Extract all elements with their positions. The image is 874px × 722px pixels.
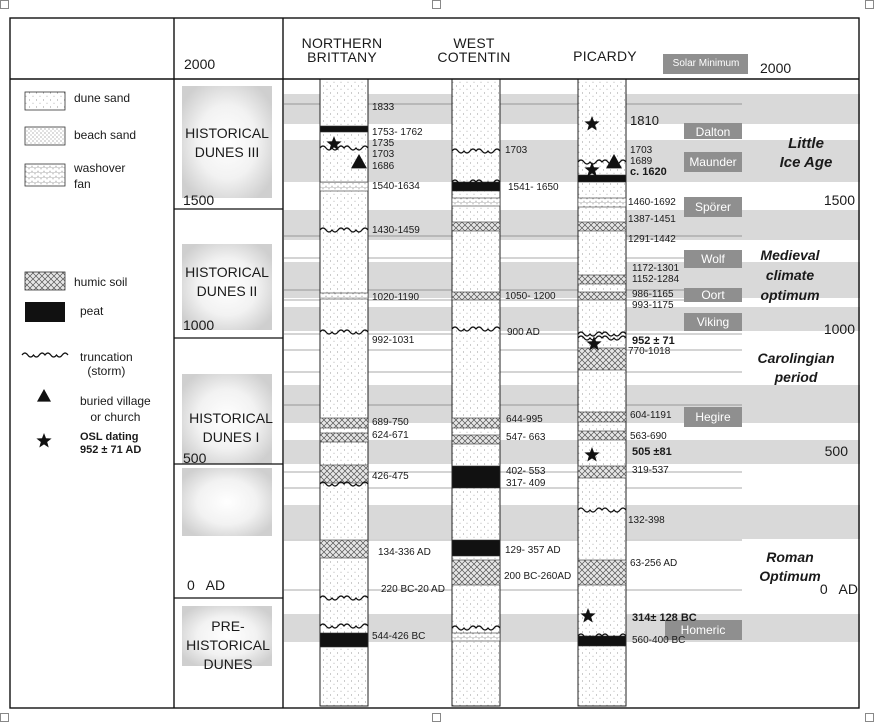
solar-minimum-header: Solar Minimum	[672, 58, 740, 69]
date-pi-19: 314± 128 BC	[632, 612, 697, 624]
humic-soil-layer	[578, 222, 626, 231]
washover-layer	[320, 293, 368, 299]
date-pi-3: c. 1620	[630, 166, 667, 178]
humic-soil-layer	[452, 418, 500, 428]
peat-layer	[320, 633, 368, 647]
time-right-1500: 1500	[823, 192, 855, 208]
peat-swatch	[25, 302, 65, 322]
humic-soil-layer	[320, 418, 368, 428]
humic-soil-layer	[578, 348, 626, 370]
period-roman-optimum: Roman Optimum	[759, 549, 821, 584]
grey-band	[284, 505, 860, 539]
peat-layer	[578, 175, 626, 182]
date-pi-16: 319-537	[632, 465, 669, 476]
core-west-cotentin	[452, 79, 500, 706]
date-pi-8: 1152-1284	[632, 274, 680, 285]
date-nb-10: 624-671	[372, 430, 409, 441]
time-left-2000: 2000	[184, 56, 216, 72]
truncation-wave	[22, 353, 68, 357]
time-right-500: 500	[824, 443, 848, 459]
humic-soil-layer	[578, 560, 626, 585]
column-header-northern-brittany: NORTHERN BRITTANY	[301, 35, 383, 65]
date-nb-8: 992-1031	[372, 335, 415, 346]
unit-background	[182, 468, 272, 536]
beach-sand-swatch	[25, 127, 65, 145]
legend-label-washover-fan: washover fan	[74, 161, 126, 191]
resize-handle-top-right[interactable]	[865, 0, 874, 9]
date-nb-1: 1753- 1762	[372, 127, 423, 138]
grey-band	[284, 440, 860, 464]
date-pi-18: 63-256 AD	[630, 558, 678, 569]
date-pi-20: 560-400 BC	[632, 635, 686, 646]
solar-minimum-homeric: Homeric	[680, 623, 726, 637]
washover-layer	[452, 198, 500, 206]
legend-label-humic-soil: humic soil	[74, 275, 128, 289]
buried-village-triangle	[37, 389, 51, 402]
legend-label-buried-village: buried village or church	[80, 394, 151, 424]
date-pi-10: 993-1175	[632, 300, 674, 311]
legend-swatches	[22, 92, 68, 448]
humic-soil-layer	[578, 292, 626, 300]
date-pi-17: 132-398	[628, 515, 665, 526]
resize-handle-top-left[interactable]	[0, 0, 9, 9]
date-nb-14: 544-426 BC	[372, 631, 426, 642]
washover-layer	[452, 633, 500, 641]
date-pi-15: 505 ±81	[632, 446, 672, 458]
humic-soil-swatch	[25, 272, 65, 290]
date-wc-7: 317- 409	[506, 478, 546, 489]
date-pi-9: 986-1165	[632, 289, 674, 300]
peat-layer	[452, 466, 500, 488]
resize-handle-bottom-center[interactable]	[432, 713, 441, 722]
time-right-2000: 2000	[760, 60, 792, 76]
solar-minimum-viking: Viking	[696, 315, 730, 329]
date-wc-4: 644-995	[506, 414, 543, 425]
date-pi-13: 604-1191	[630, 410, 672, 421]
time-left-1000: 1000	[183, 317, 215, 333]
date-nb-7: 1020-1190	[372, 292, 420, 303]
solar-minimum-sporer: Spörer	[694, 200, 732, 214]
date-wc-2: 1050- 1200	[505, 291, 556, 302]
resize-handle-top-center[interactable]	[432, 0, 441, 9]
date-pi-14: 563-690	[630, 431, 667, 442]
grey-band	[284, 614, 860, 642]
unit-label-prehistorical-dunes: PRE- HISTORICAL DUNES	[186, 618, 270, 672]
humic-soil-layer	[452, 292, 500, 300]
grey-band	[284, 210, 860, 240]
unit-label-historical-dunes-iii: HISTORICAL DUNES III	[185, 125, 269, 160]
core-body	[578, 79, 626, 706]
date-pi-11: 952 ± 71	[632, 335, 675, 347]
grey-band	[284, 140, 860, 182]
core-northern-brittany	[320, 79, 368, 706]
period-little-ice-age: Little Ice Age	[779, 135, 833, 171]
date-pi-7: 1172-1301	[632, 263, 680, 274]
date-nb-5: 1540-1634	[372, 181, 420, 192]
column-header-west-cotentin: WEST COTENTIN	[437, 35, 511, 65]
solar-minimum-wolf: Wolf	[701, 252, 725, 266]
humic-soil-layer	[578, 412, 626, 422]
date-wc-3: 900 AD	[507, 327, 540, 338]
humic-soil-layer	[320, 465, 368, 483]
core-columns	[320, 79, 626, 706]
date-nb-4: 1686	[372, 161, 395, 172]
washover-fan-swatch	[25, 164, 65, 186]
date-pi-5: 1387-1451	[628, 214, 676, 225]
peat-layer	[452, 540, 500, 556]
date-nb-9: 689-750	[372, 417, 409, 428]
humic-soil-layer	[578, 431, 626, 440]
grey-band	[284, 307, 860, 331]
humic-soil-layer	[320, 540, 368, 558]
date-pi-12: 770-1018	[628, 346, 671, 357]
date-nb-13: 220 BC-20 AD	[381, 584, 445, 595]
legend-label-beach-sand: beach sand	[74, 128, 137, 142]
core-body	[320, 79, 368, 706]
humic-soil-layer	[452, 560, 500, 585]
time-left-1500: 1500	[183, 192, 215, 208]
date-wc-9: 200 BC-260AD	[504, 571, 572, 582]
date-wc-0: 1703	[505, 145, 528, 156]
time-right-1000: 1000	[823, 321, 855, 337]
legend-label-osl-dating: OSL dating 952 ± 71 AD	[80, 431, 142, 456]
humic-soil-layer	[578, 466, 626, 478]
time-right-0ad: 0 AD	[819, 581, 858, 597]
resize-handle-bottom-right[interactable]	[865, 713, 874, 722]
date-pi-1: 1703	[630, 145, 653, 156]
legend-label-dune-sand: dune sand	[74, 91, 131, 105]
date-wc-1: 1541- 1650	[508, 182, 559, 193]
solar-minimum-hegire: Hegire	[695, 410, 731, 424]
unit-label-historical-dunes-i: HISTORICAL DUNES I	[189, 410, 273, 445]
legend-label-peat: peat	[80, 304, 104, 318]
core-body	[452, 79, 500, 706]
date-pi-4: 1460-1692	[628, 197, 676, 208]
core-picardy	[578, 79, 626, 706]
column-header-picardy: PICARDY	[573, 48, 637, 64]
unit-label-historical-dunes-ii: HISTORICAL DUNES II	[185, 264, 269, 299]
humic-soil-layer	[452, 222, 500, 231]
date-wc-6: 402- 553	[506, 466, 546, 477]
date-nb-3: 1703	[372, 149, 395, 160]
date-nb-0: 1833	[372, 102, 395, 113]
grey-band	[284, 385, 860, 423]
humic-soil-layer	[578, 275, 626, 284]
humic-soil-layer	[320, 433, 368, 442]
date-pi-6: 1291-1442	[628, 234, 676, 245]
solar-minimum-dalton: Dalton	[695, 125, 731, 139]
time-left-500: 500	[183, 450, 207, 466]
washover-layer	[320, 182, 368, 191]
peat-layer	[320, 126, 368, 132]
dune-sand-swatch	[25, 92, 65, 110]
date-nb-6: 1430-1459	[372, 225, 420, 236]
time-left-0ad: 0 AD	[187, 577, 226, 593]
date-pi-2: 1689	[630, 156, 653, 167]
period-carolingian: Carolingian period	[757, 350, 835, 385]
osl-star	[36, 433, 51, 448]
washover-layer	[578, 198, 626, 207]
date-nb-11: 426-475	[372, 471, 409, 482]
date-pi-0: 1810	[630, 113, 659, 128]
date-wc-8: 129- 357 AD	[505, 545, 561, 556]
date-nb-2: 1735	[372, 138, 395, 149]
humic-soil-layer	[452, 435, 500, 444]
legend-label-truncation: truncation (storm)	[80, 350, 133, 378]
date-nb-12: 134-336 AD	[378, 547, 431, 558]
resize-handle-bottom-left[interactable]	[0, 713, 9, 722]
solar-minimum-oort: Oort	[701, 288, 725, 302]
period-medieval-climate-optimum: Medieval climate optimum	[760, 247, 820, 303]
grey-band	[284, 94, 860, 124]
date-wc-5: 547- 663	[506, 432, 546, 443]
solar-minimum-maunder: Maunder	[689, 155, 737, 169]
